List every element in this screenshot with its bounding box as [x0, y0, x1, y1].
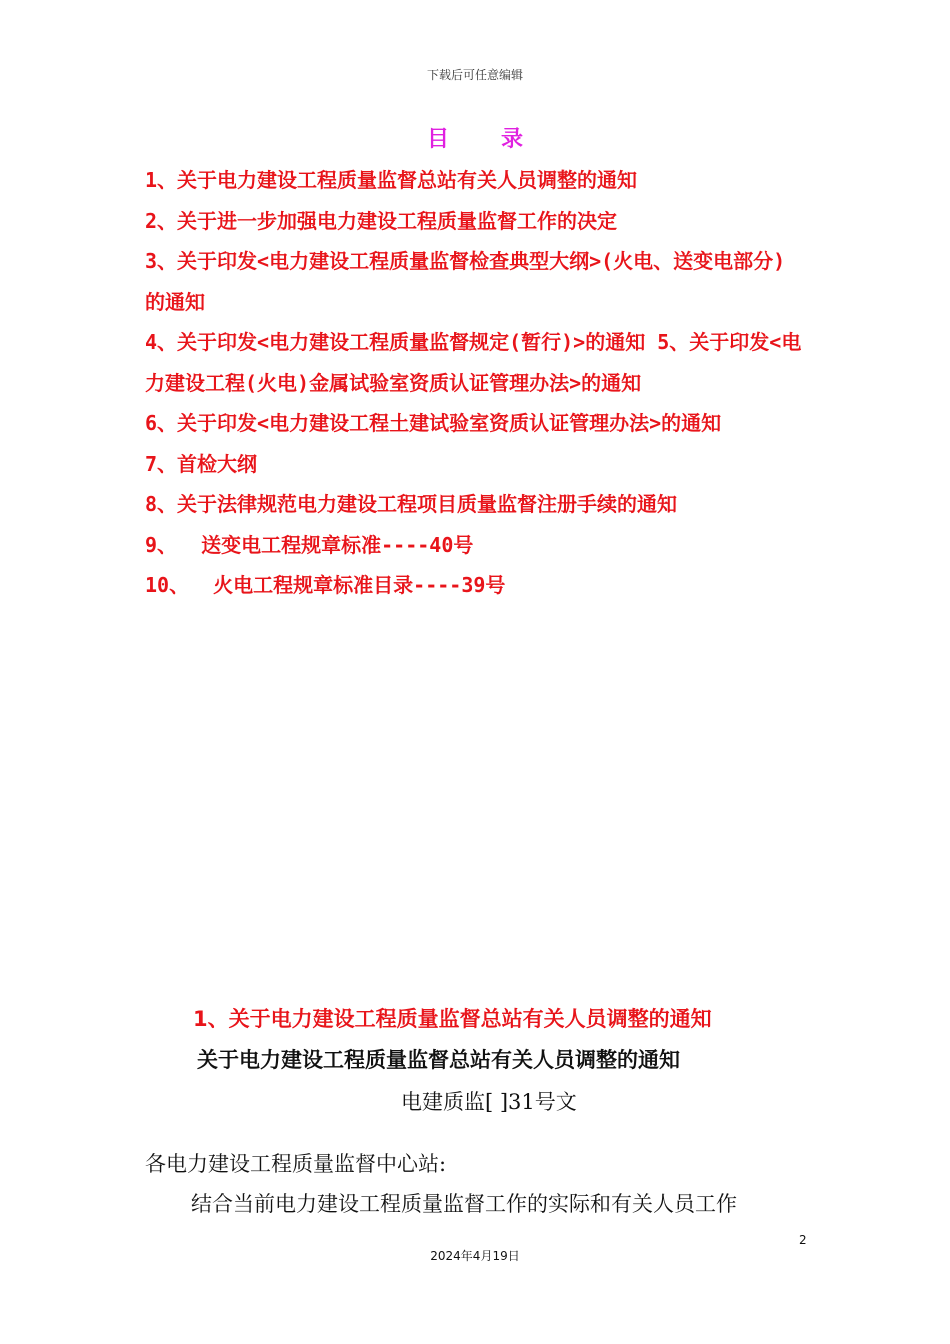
- toc-item-8: 8、关于法律规范电力建设工程项目质量监督注册手续的通知: [145, 492, 678, 516]
- toc-item-7: 7、首检大纲: [145, 451, 258, 476]
- toc-item-5-continued: 力建设工程(火电)金属试验室资质认证管理办法>的通知: [145, 370, 642, 395]
- toc-list: [145, 160, 817, 606]
- toc-item-2: 2、关于进一步加强电力建设工程质量监督工作的决定: [145, 208, 618, 233]
- toc-item-1: 1、关于电力建设工程质量监督总站有关人员调整的通知: [145, 168, 638, 192]
- toc-item-3: 3、关于印发<电力建设工程质量监督检查典型大纲>(火电、送变电部分): [145, 249, 786, 273]
- notice-title: 关于电力建设工程质量监督总站有关人员调整的通知: [197, 1048, 680, 1072]
- section-heading: 1、关于电力建设工程质量监督总站有关人员调整的通知: [193, 1007, 712, 1031]
- page-number: 2: [799, 1233, 807, 1247]
- document-number: 电建质监[ ]31号文: [401, 1090, 577, 1114]
- footer-date: 2024年4月19日: [430, 1249, 520, 1263]
- header-note: 下载后可任意编辑: [426, 68, 523, 82]
- salutation: 各电力建设工程质量监督中心站:: [145, 1152, 447, 1176]
- toc-title-part1: 目: [426, 126, 449, 152]
- toc-title-part2: 录: [501, 126, 524, 152]
- toc-title: [0, 122, 950, 153]
- toc-item-10: 10、 火电工程规章标准目录----39号: [145, 573, 506, 597]
- toc-item-3-continued: 的通知: [145, 289, 205, 314]
- toc-item-9: 9、 送变电工程规章标准----40号: [145, 532, 474, 557]
- toc-item-6: 6、关于印发<电力建设工程土建试验室资质认证管理办法>的通知: [145, 411, 722, 435]
- body-paragraph: 结合当前电力建设工程质量监督工作的实际和有关人员工作: [191, 1192, 737, 1216]
- toc-item-4-5: 4、关于印发<电力建设工程质量监督规定(暂行)>的通知 5、关于印发<电: [145, 330, 802, 354]
